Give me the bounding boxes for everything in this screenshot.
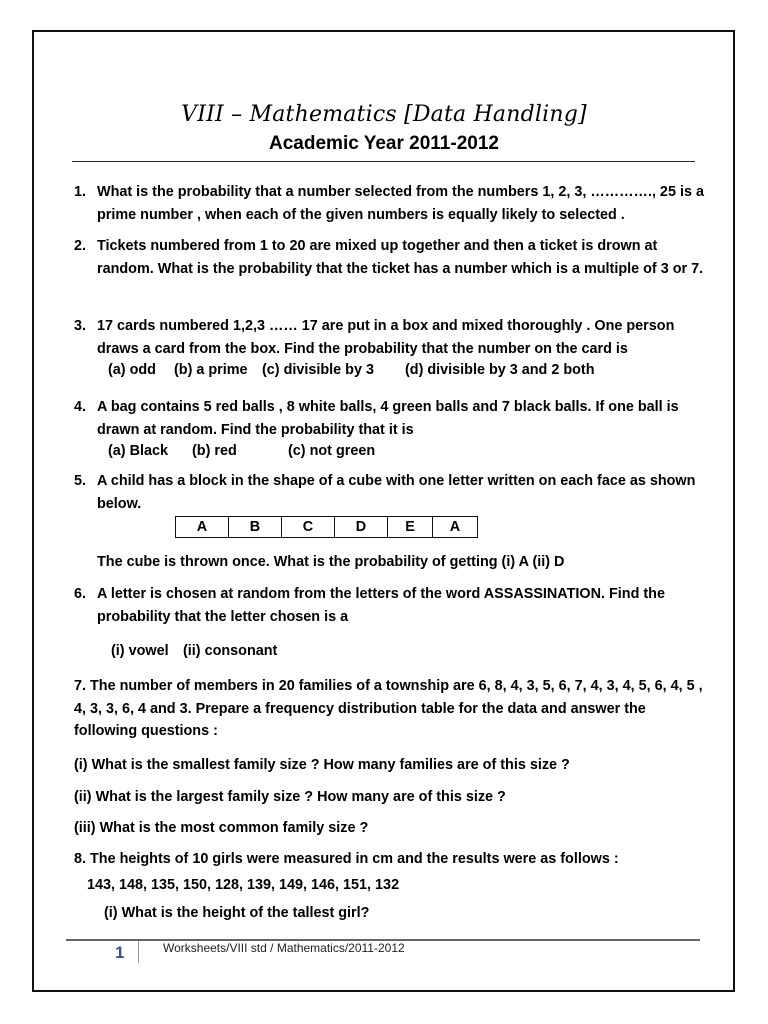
page-number: 1 <box>115 943 125 962</box>
option-c: (c) divisible by 3 <box>262 362 374 378</box>
question-text: 17 cards numbered 1,2,3 …… 17 are put in a box and mixed thoroughly . One person draws a card from the box. Find the probability that the number on the card is <box>97 318 675 357</box>
option-i: (i) vowel <box>111 643 169 659</box>
question-5 <box>74 470 704 515</box>
question-2 <box>74 235 704 280</box>
question-text: A child has a block in the shape of a cube with one letter written on each face as shown below. <box>97 473 696 512</box>
question-number: 2. <box>74 238 87 254</box>
option-d: (d) divisible by 3 and 2 both <box>405 362 595 378</box>
letter-cell: C <box>282 517 335 538</box>
question-6 <box>74 583 704 628</box>
letter-cell: E <box>388 517 433 538</box>
question-7-part-iii: (iii) What is the most common family size ? <box>74 820 369 836</box>
question-text: A letter is chosen at random from the letters of the word ASSASSINATION. Find the probability that the letter chosen is a <box>97 586 665 625</box>
option-b: (b) red <box>192 443 237 459</box>
letter-cell: D <box>335 517 388 538</box>
letter-cell: B <box>229 517 282 538</box>
height-values: 143, 148, 135, 150, 128, 139, 149, 146, 151, 132 <box>87 877 400 893</box>
title-divider <box>72 161 695 162</box>
option-b: (b) a prime <box>174 362 248 378</box>
question-text: What is the probability that a number selected from the numbers 1, 2, 3, …………., 25 is a prime number , when each of the given numbers is equally likely to selected . <box>97 184 704 223</box>
question-5-followup: The cube is thrown once. What is the probability of getting (i) A (ii) D <box>97 554 565 570</box>
letter-cell: A <box>433 517 478 538</box>
question-7-part-ii: (ii) What is the largest family size ? How many are of this size ? <box>74 789 506 805</box>
question-7-part-i: (i) What is the smallest family size ? How many families are of this size ? <box>74 757 570 773</box>
footer-separator <box>138 941 139 963</box>
question-number: 5. <box>74 473 87 489</box>
footer-path: Worksheets/VIII std / Mathematics/2011-2012 <box>163 941 405 955</box>
option-c: (c) not green <box>288 443 376 459</box>
worksheet-title: VIII – Mathematics [Data Handling] <box>181 102 587 127</box>
question-number: 6. <box>74 586 87 602</box>
question-text: A bag contains 5 red balls , 8 white balls, 4 green balls and 7 black balls. If one ball is drawn at random. Find the probability that it is <box>97 399 679 438</box>
question-7: 7. The number of members in 20 families of a township are 6, 8, 4, 3, 5, 6, 7, 4, 3, 4, 5, 6, 4, 5 , 4, 3, 3, 6, 4 and 3. Prepare a frequency distribution table for the data and answer the following questions : <box>74 678 703 739</box>
question-4 <box>74 396 704 441</box>
letter-cell: A <box>176 517 229 538</box>
question-8: 8. The heights of 10 girls were measured in cm and the results were as follows : <box>74 851 619 867</box>
question-8-part-i: (i) What is the height of the tallest girl? <box>104 905 370 921</box>
option-a: (a) Black <box>108 443 168 459</box>
option-ii: (ii) consonant <box>183 643 278 659</box>
cube-letters-table <box>175 516 478 538</box>
question-number: 4. <box>74 399 87 415</box>
question-3 <box>74 315 704 360</box>
question-1 <box>74 181 704 226</box>
option-a: (a) odd <box>108 362 156 378</box>
academic-year: Academic Year 2011-2012 <box>269 133 499 154</box>
question-number: 1. <box>74 184 87 200</box>
question-text: Tickets numbered from 1 to 20 are mixed up together and then a ticket is drown at random. What is the probability that the ticket has a number which is a multiple of 3 or 7. <box>97 238 704 277</box>
question-number: 3. <box>74 318 87 334</box>
